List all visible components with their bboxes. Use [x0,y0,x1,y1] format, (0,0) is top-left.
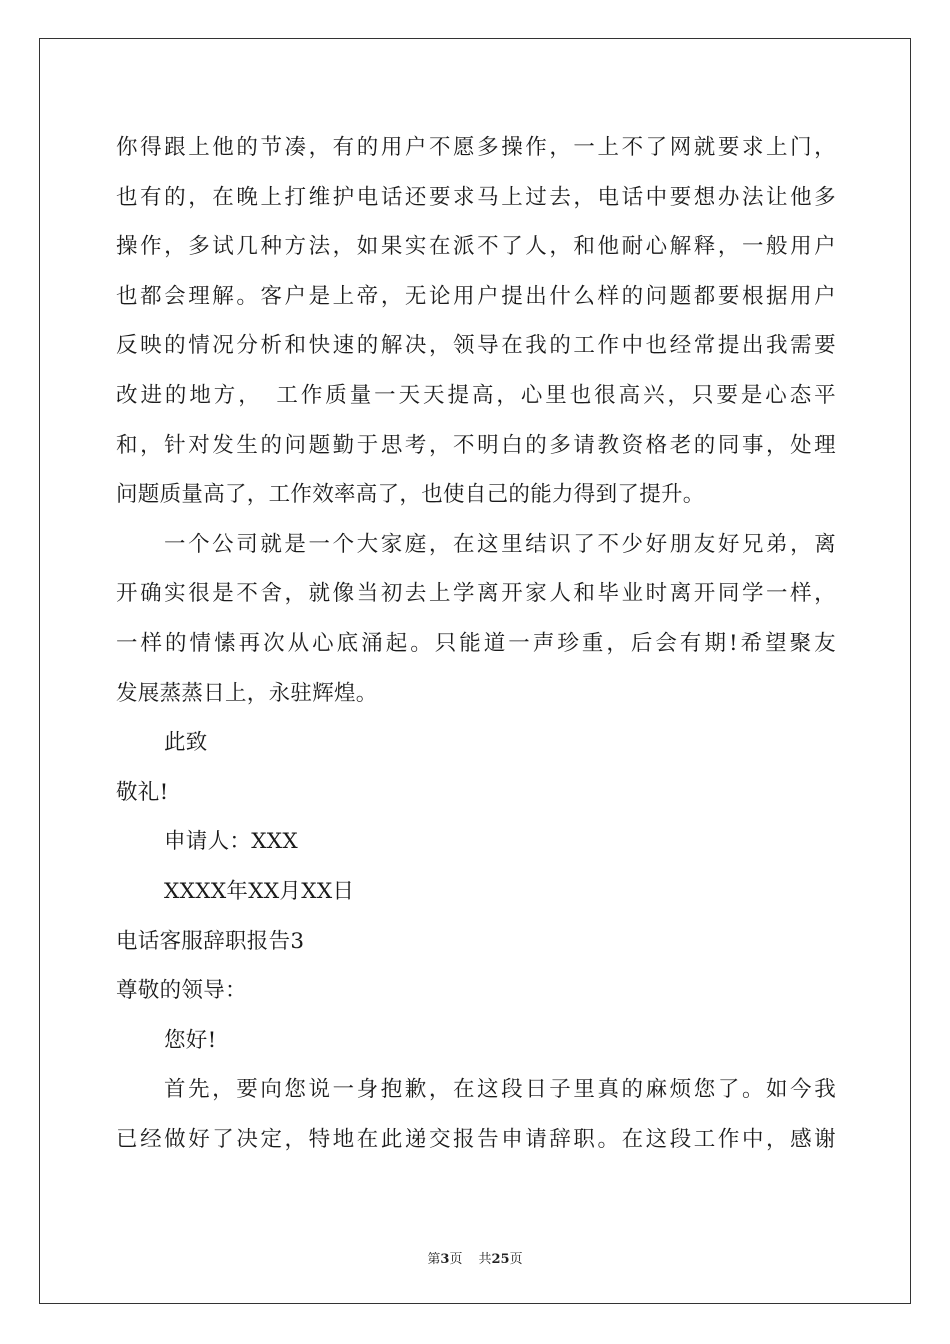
body-line: 发展蒸蒸日上，永驻辉煌。 [116,680,378,706]
closing-regards: 敬礼! [116,779,169,805]
body-line: 你得跟上他的节凑，有的用户不愿多操作，一上不了网就要求上门， [116,135,836,160]
body-line: 操作，多试几种方法，如果实在派不了人，和他耐心解释，一般用户 [116,234,836,260]
body-line: 也都会理解。客户是上帝，无论用户提出什么样的问题都要根据用户 [116,283,836,309]
paragraph-start-line: 一个公司就是一个大家庭，在这里结识了不少好朋友好兄弟，离 [164,531,836,557]
document-body [116,128,836,1169]
signature-date: XXXX年XX月XX日 [164,878,355,904]
applicant-signature: 申请人：XXX [164,829,299,855]
page-label-suffix: 页 [449,1252,463,1267]
total-label-prefix: 共 [478,1252,492,1267]
letter-greeting: 尊敬的领导： [116,978,247,1004]
current-page-number: 3 [440,1252,450,1267]
body-line: 和，针对发生的问题勤于思考，不明白的多请教资格老的同事，处理 [116,432,836,458]
closing-salutation: 此致 [164,730,208,756]
body-line: 反映的情况分析和快速的解决，领导在我的工作中也经常提出我需要 [116,333,836,359]
total-label-suffix: 页 [509,1252,523,1267]
page-footer [0,1248,950,1267]
body-line: 也有的，在晚上打维护电话还要求马上过去，电话中要想办法让他多 [116,184,836,210]
body-line: 一样的情愫再次从心底涌起。只能道一声珍重，后会有期!希望聚友 [116,630,836,656]
greeting-line: 您好! [164,1027,217,1053]
body-line: 已经做好了决定，特地在此递交报告申请辞职。在这段工作中，感谢 [116,1126,836,1152]
body-line: 问题质量高了，工作效率高了，也使自己的能力得到了提升。 [116,482,705,508]
body-line: 改进的地方， 工作质量一天天提高，心里也很高兴，只要是心态平 [116,382,836,408]
total-page-count: 25 [491,1252,510,1267]
body-line: 开确实很是不舍，就像当初去上学离开家人和毕业时离开同学一样， [116,581,836,607]
section-title: 电话客服辞职报告3 [116,928,305,954]
paragraph-start-line: 首先，要向您说一身抱歉，在这段日子里真的麻烦您了。如今我 [164,1077,836,1103]
page-label-prefix: 第 [427,1252,441,1267]
